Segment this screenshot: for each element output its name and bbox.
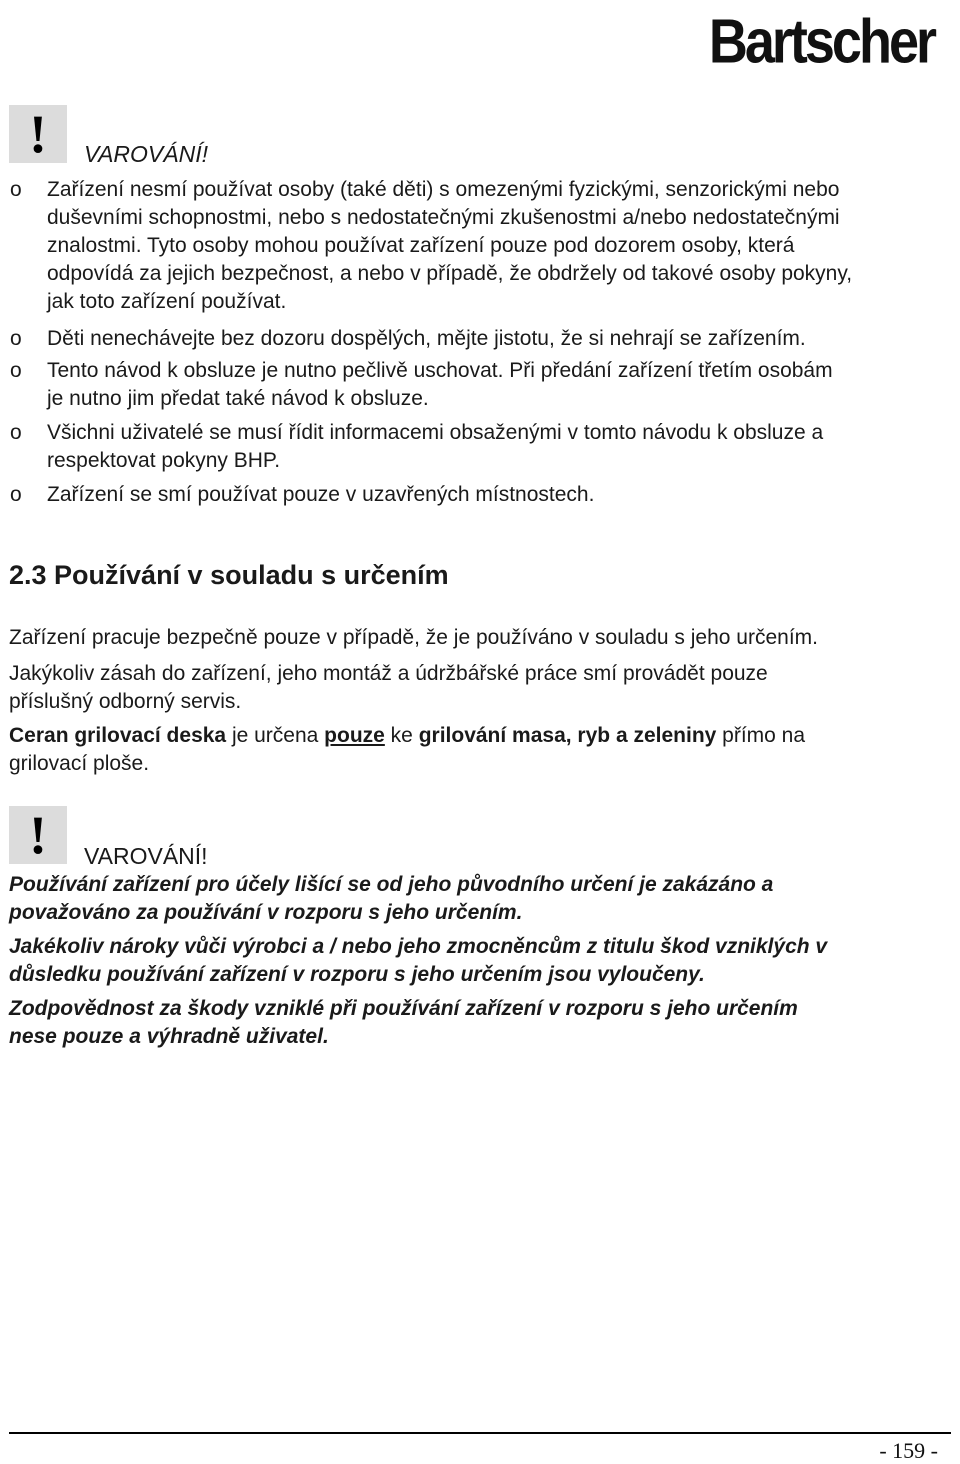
list-item-line: duševními schopnostmi, nebo s nedostatečnými zkušenostmi a/nebo nedostatečnými xyxy=(47,206,840,229)
list-item xyxy=(47,481,594,509)
paragraph-line: příslušný odborný servis. xyxy=(9,690,242,713)
list-item-line: respektovat pokyny BHP. xyxy=(47,449,281,472)
paragraph xyxy=(9,722,805,778)
list-item-line: znalostmi. Tyto osoby mohou používat zařízení pouze pod dozorem osoby, která xyxy=(47,234,795,257)
list-bullet: o xyxy=(10,178,22,201)
footer-divider xyxy=(9,1432,951,1434)
section-heading: 2.3 Používání v souladu s určením xyxy=(9,560,449,590)
list-item-line: Tento návod k obsluze je nutno pečlivě uschovat. Při předání zařízení třetím osobám xyxy=(47,359,833,382)
bold-text: grilování masa, ryb a zeleniny xyxy=(418,724,717,747)
text-span: ke xyxy=(384,724,419,747)
list-item-line: Všichni uživatelé se musí řídit informacemi obsaženými v tomto návodu k obsluze a xyxy=(47,421,824,444)
list-bullet: o xyxy=(10,327,22,350)
page-number: - 159 - xyxy=(879,1438,938,1463)
bartscher-logo xyxy=(709,6,934,77)
warning-icon-box xyxy=(9,105,67,163)
paragraph: Zařízení pracuje bezpečně pouze v případě, že je používáno v souladu s jeho určením. xyxy=(9,626,818,649)
list-item xyxy=(47,325,806,353)
warning-title: VAROVÁNÍ! xyxy=(84,843,208,869)
list-item xyxy=(47,176,852,316)
list-item-line: Zařízení nesmí používat osoby (také děti) s omezenými fyzickými, senzorickými nebo xyxy=(47,178,840,201)
list-bullet: o xyxy=(10,421,22,444)
underlined-text: pouze xyxy=(324,724,385,747)
text-span: přímo na xyxy=(716,724,806,747)
bold-text: Ceran grilovací deska xyxy=(9,724,227,747)
list-item xyxy=(47,419,823,475)
list-item-line: odpovídá za jejich bezpečnost, a nebo v případě, že obdržely od takové osoby pokyny, xyxy=(47,262,853,285)
list-item-line: Zařízení se smí používat pouze v uzavřených místnostech. xyxy=(47,483,595,506)
warning-icon-box xyxy=(9,806,67,864)
list-item-line: jak toto zařízení používat. xyxy=(47,290,287,313)
warning-line: Zodpovědnost za škody vzniklé při používání zařízení v rozporu s jeho určením xyxy=(9,997,798,1020)
warning-line: nese pouze a výhradně uživatel. xyxy=(9,1025,329,1048)
list-bullet: o xyxy=(10,483,22,506)
paragraph xyxy=(9,660,768,716)
warning-line: Jakékoliv nároky vůči výrobci a / nebo jeho zmocněncům z titulu škod vzniklých v xyxy=(9,935,828,958)
list-item xyxy=(47,357,833,413)
warning-line: považováno za používání v rozporu s jeho určením. xyxy=(9,901,523,924)
paragraph-line: Jakýkoliv zásah do zařízení, jeho montáž a údržbářské práce smí provádět pouze xyxy=(9,662,768,685)
warning-paragraph xyxy=(9,871,773,927)
exclamation-icon: ! xyxy=(29,104,47,164)
warning-paragraph xyxy=(9,933,827,989)
warning-title: VAROVÁNÍ! xyxy=(84,141,208,167)
list-item-line: Děti nenechávejte bez dozoru dospělých, mějte jistotu, že si nehrají se zařízením. xyxy=(47,327,806,350)
paragraph-line xyxy=(9,722,805,750)
warning-line: důsledku používání zařízení v rozporu s jeho určením jsou vyloučeny. xyxy=(9,963,705,986)
exclamation-icon: ! xyxy=(29,805,47,865)
logo-text: Bartscher xyxy=(708,7,934,77)
text-span: je určena xyxy=(226,724,325,747)
warning-paragraph xyxy=(9,995,798,1051)
warning-line: Používání zařízení pro účely lišící se od jeho původního určení je zakázáno a xyxy=(9,873,774,896)
list-item-line: je nutno jim předat také návod k obsluze. xyxy=(47,387,429,410)
paragraph-line: grilovací ploše. xyxy=(9,752,150,775)
list-bullet: o xyxy=(10,359,22,382)
